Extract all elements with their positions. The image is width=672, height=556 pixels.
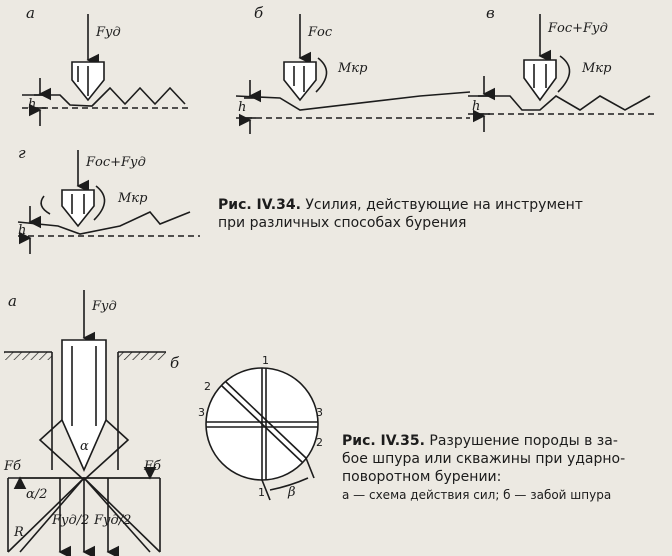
panel-label-g: г	[18, 144, 26, 162]
panel-label-a: а	[26, 4, 35, 22]
figure-34-caption	[218, 196, 668, 232]
figure-34-caption-line-1: Усилия, действующие на инструмент	[305, 197, 583, 213]
force-label-v: Fос+Fуд	[548, 21, 608, 36]
fig35-number-left-2: 2	[204, 380, 211, 393]
figure-35-caption-line-2: бое шпура или скважины при ударно-	[342, 451, 626, 467]
figure-35-caption	[342, 432, 668, 504]
force-label-b: Fос	[308, 25, 333, 40]
moment-label-g: Mкр	[118, 191, 148, 206]
figure-35-caption-line-1: Разрушение породы в за-	[429, 433, 618, 449]
fig35-force-top: Fуд	[92, 299, 117, 314]
fig35-number-right-2: 2	[316, 436, 323, 449]
fig35-panel-b-drawing	[206, 368, 318, 500]
moment-label-b: Mкр	[338, 61, 368, 76]
depth-label-g: h	[18, 223, 27, 238]
panel-label-b: б	[254, 4, 264, 22]
figure-35-caption-line-3: поворотном бурении:	[342, 469, 502, 485]
fig35-resultant: R	[14, 525, 24, 540]
fig35-label-a: а	[8, 292, 17, 310]
figure-35-legend: а — схема действия сил; б — забой шпура	[342, 488, 612, 502]
force-label-g: Fос+Fуд	[86, 155, 146, 170]
force-label-a: Fуд	[96, 25, 121, 40]
fig35-number-left-3: 3	[198, 406, 205, 419]
fig35-beta: β	[288, 485, 296, 500]
depth-label-v: h	[472, 99, 481, 114]
fig35-angle: α	[80, 439, 89, 454]
fig35-number-top-1: 1	[262, 354, 269, 367]
depth-label-a: h	[28, 97, 37, 112]
fig35-component-left: Fуд/2	[52, 513, 90, 528]
moment-label-v: Mкр	[582, 61, 612, 76]
fig35-half-angle: α/2	[26, 487, 48, 502]
figure-34-caption-line-2: при различных способах бурения	[218, 215, 467, 231]
figure-34-number: Рис. IV.34.	[218, 197, 301, 213]
fig35-component-right: Fуд/2	[94, 513, 132, 528]
fig35-number-right-3: 3	[316, 406, 323, 419]
fig35-side-force-right: Fб	[144, 459, 161, 474]
fig35-number-bottom-1: 1	[258, 486, 265, 499]
panel-label-v: в	[486, 4, 495, 22]
fig35-label-b: б	[170, 354, 180, 372]
fig35-side-force-left: Fб	[4, 459, 21, 474]
depth-label-b: h	[238, 100, 247, 115]
figure-35-number: Рис. IV.35.	[342, 433, 425, 449]
